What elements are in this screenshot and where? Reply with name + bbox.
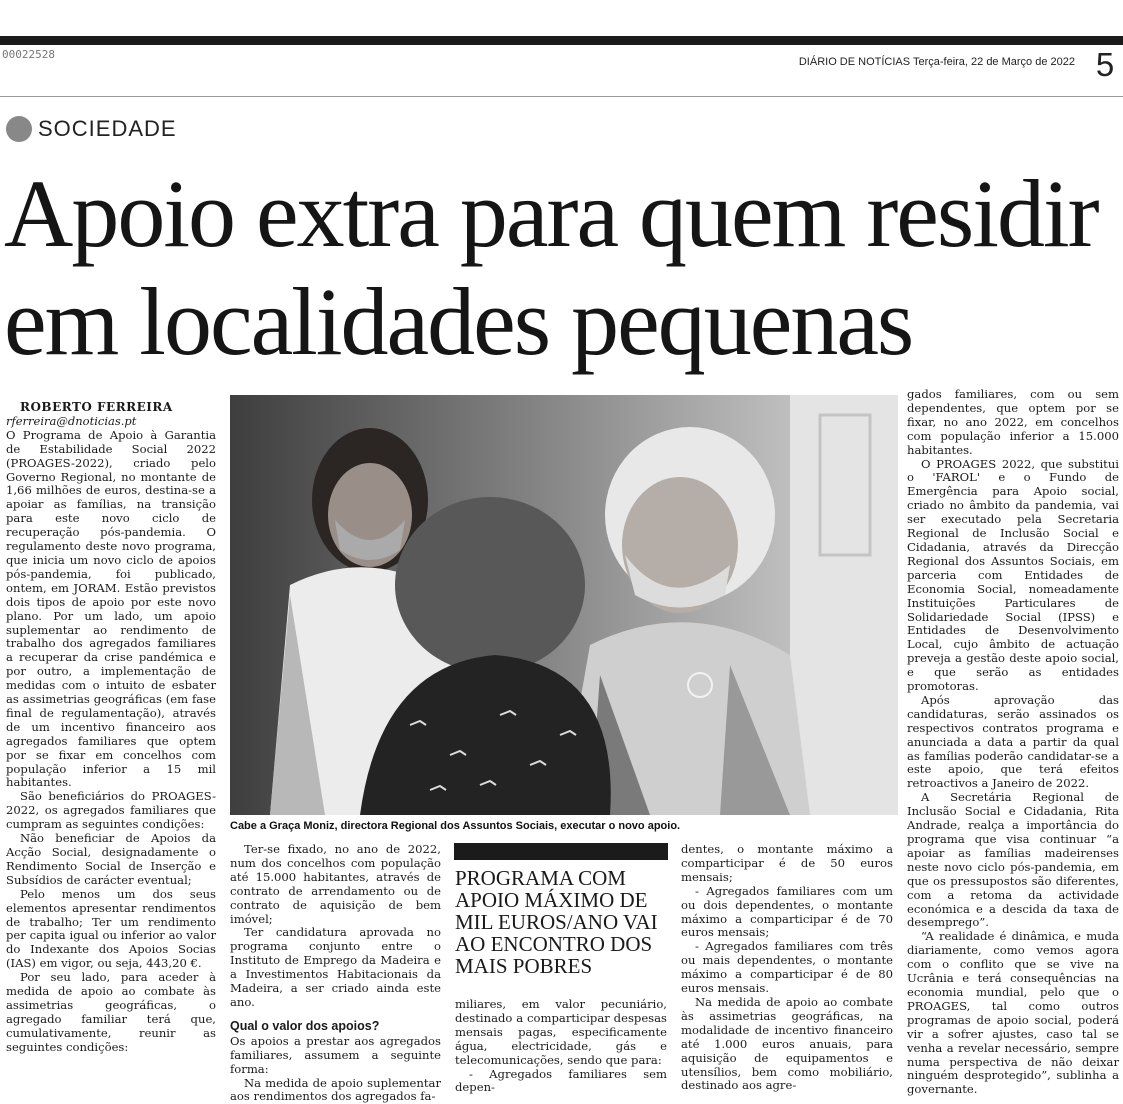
paragraph: “A realidade é dinâmica, e muda diariamente, como vemos agora com o conflito que se vive na Ucrânia e terá consequências na economia mundial, pelo que o PROAGES, tal como outros programas de apoio social, poderá vir a sofrer ajustes, caso tal se venha a revelar necessário, sempre numa perspectiva de não deixar ninguém desprotegido”, sublinha a governante. xyxy=(907,930,1119,1097)
paragraph: - Agregados familiares sem depen- xyxy=(455,1068,667,1096)
headline: Apoio extra para quem residir em localidades pequenas xyxy=(4,160,1119,376)
byline-email: rferreira@dnoticias.pt xyxy=(6,415,216,429)
page-number: 5 xyxy=(1090,46,1120,84)
paragraph: Ter candidatura aprovada no programa conjunto entre o Instituto de Emprego da Madeira e a Investimentos Habitacionais da Madeira, a ser criado ainda este ano. xyxy=(230,926,441,1009)
pull-quote-bar xyxy=(454,843,668,860)
paragraph: gados familiares, com ou sem dependentes, que optem por se fixar, no ano 2022, em concelhos com população inferior a 15.000 habitantes. xyxy=(907,388,1119,458)
column-5 xyxy=(907,388,1119,1097)
paragraph: São beneficiários do PROAGES-2022, os agregados familiares que cumpram as seguintes condições: xyxy=(6,790,216,832)
column-3 xyxy=(455,998,667,1095)
section-label: SOCIEDADE xyxy=(38,116,177,142)
paragraph: A Secretária Regional de Inclusão Social e Cidadania, Rita Andrade, realça a importância do programa que visa continuar “a apoiar as famílias madeirenses neste novo ciclo pós-pandemia, em que os pressupostos são diferentes, com a retoma da actividade económica e a descida da taxa de desemprego”. xyxy=(907,791,1119,930)
section-tag xyxy=(6,114,177,144)
column-4 xyxy=(681,843,893,1093)
column-2 xyxy=(230,843,441,1104)
paragraph: Ter-se fixado, no ano de 2022, num dos concelhos com população até 15.000 habitantes, através de contrato de arrendamento ou de contrato de aquisição de bem imóvel; xyxy=(230,843,441,926)
column-1 xyxy=(6,401,216,1055)
paragraph: O PROAGES 2022, que substitui o 'FAROL' e o Fundo de Emergência para Apoio social, criado no âmbito da pandemia, vai ser executado pela Secretaria Regional de Inclusão Social e Cidadania, através da Direcção Regional dos Assuntos Sociais, em parceria com Entidades de Economia Social, nomeadamente Instituições Particulares de Solidariedade Social (IPSS) e Entidades de Desenvolvimento Local, cujo âmbito de actuação preveja a gestão deste apoio social, e que serão as entidades promotoras. xyxy=(907,458,1119,694)
paragraph: Na medida de apoio ao combate às assimetrias geográficas, na modalidade de incentivo financeiro até 1.000 euros anuais, para aquisição de equipamentos e utensílios, bem como mobiliário, destinado aos agre- xyxy=(681,996,893,1093)
photo-illustration xyxy=(230,395,898,815)
paragraph: Após aprovação das candidaturas, serão assinados os respectivos contratos programa e anunciada a data a partir da qual as famílias poderão candidatar-se a este apoio, que terá efeitos retroactivos a Janeiro de 2022. xyxy=(907,694,1119,791)
section-dot-icon xyxy=(6,116,32,142)
running-head: DIÁRIO DE NOTÍCIAS Terça-feira, 22 de Março de 2022 xyxy=(780,56,1075,68)
paragraph: Pelo menos um dos seus elementos apresentar rendimentos de trabalho; Ter um rendimento per capita igual ou inferior ao valor do Indexante dos Apoios Socias (IAS) em vigor, ou seja, 443,20 €. xyxy=(6,888,216,971)
paragraph: Os apoios a prestar aos agregados familiares, assumem a seguinte forma: xyxy=(230,1035,441,1077)
paragraph: O Programa de Apoio à Garantia de Estabilidade Social 2022 (PROAGES-2022), criado pelo Governo Regional, no montante de 1,66 milhões de euros, destina-se a apoiar as famílias, na transição para este novo ciclo de recuperação pós-pandemia. O regulamento deste novo programa, que inicia um novo ciclo de apoios pós-pandemia, foi publicado, ontem, em JORAM. Estão previstos dois tipos de apoio por este novo plano. Por um lado, um apoio suplementar ao rendimento de trabalho dos agregados familiares a recuperar da crise pandémica e por outro, a implementação de medidas com o intuito de esbater as assimetrias geográficas (em fase final de regulamentação), através de um incentivo financeiro aos agregados familiares que optem por se fixar em concelhos com população inferior a 15 mil habitantes. xyxy=(6,429,216,791)
document-id: 00022528 xyxy=(2,48,55,61)
paragraph: Não beneficiar de Apoios da Acção Social, designadamente o Rendimento Social de Inserção e Subsídios de carácter eventual; xyxy=(6,832,216,888)
subheading: Qual o valor dos apoios? xyxy=(230,1020,441,1034)
top-bar xyxy=(0,36,1123,45)
paragraph: dentes, o montante máximo a comparticipar é de 50 euros mensais; xyxy=(681,843,893,885)
paragraph: - Agregados familiares com um ou dois dependentes, o montante máximo a comparticipar é de 70 euros mensais; xyxy=(681,885,893,941)
paragraph: Por seu lado, para aceder à medida de apoio ao combate às assimetrias geográficas, o agregado familiar terá que, cumulativamente, reunir as seguintes condições: xyxy=(6,971,216,1054)
article-photo xyxy=(230,395,898,815)
paragraph: - Agregados familiares com três ou mais dependentes, o montante máximo a comparticipar é de 80 euros mensais. xyxy=(681,940,893,996)
byline-author: ROBERTO FERREIRA xyxy=(6,401,216,415)
pull-quote: PROGRAMA COM APOIO MÁXIMO DE MIL EUROS/ANO VAI AO ENCONTRO DOS MAIS POBRES xyxy=(455,867,667,977)
photo-caption: Cabe a Graça Moniz, directora Regional dos Assuntos Sociais, executar o novo apoio. xyxy=(230,820,900,832)
paragraph: Na medida de apoio suplementar aos rendimentos dos agregados fa- xyxy=(230,1077,441,1104)
header-rule xyxy=(0,96,1123,97)
paragraph: miliares, em valor pecuniário, destinado a comparticipar despesas mensais pagas, especificamente água, electricidade, gás e telecomunicações, sendo que para: xyxy=(455,998,667,1068)
